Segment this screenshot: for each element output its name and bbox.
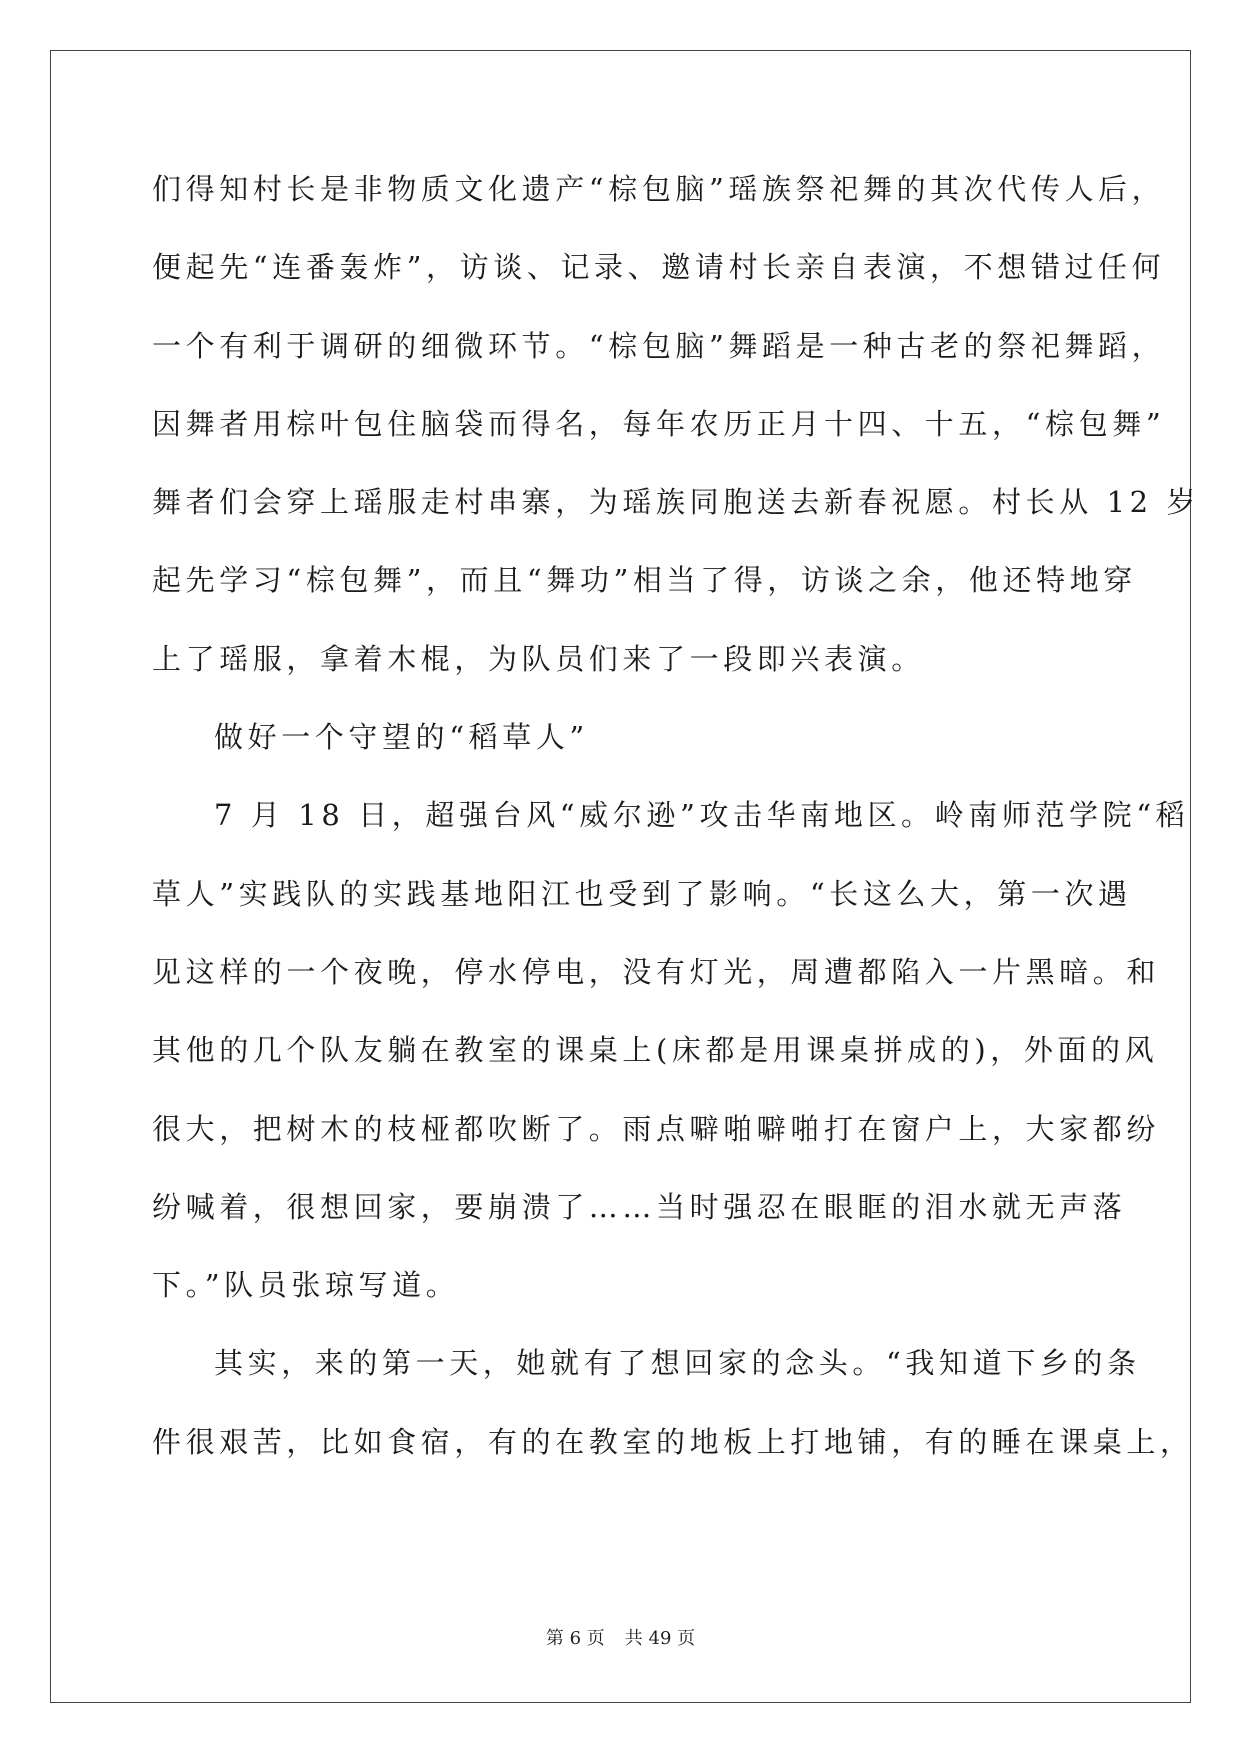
text-line: 一个有利于调研的细微环节。“棕包脑”舞蹈是一种古老的祭祀舞蹈， xyxy=(152,328,1166,363)
text-line: 草人”实践队的实践基地阳江也受到了影响。“长这么大，第一次遇 xyxy=(152,876,1132,911)
text-line: 便起先“连番轰炸”，访谈、记录、邀请村长亲自表演，不想错过任何 xyxy=(152,250,1166,285)
text-line: 其他的几个队友躺在教室的课桌上(床都是用课桌拼成的)，外面的风 xyxy=(152,1033,1159,1068)
section-heading: 做好一个守望的“稻草人” xyxy=(214,720,589,755)
page-footer xyxy=(0,1624,1241,1650)
text-line: 起先学习“棕包舞”，而且“舞功”相当了得，访谈之余，他还特地穿 xyxy=(152,563,1137,598)
page-number: 第 6 页 xyxy=(545,1628,605,1649)
text-line: 7 月 18 日，超强台风“威尔逊”攻击华南地区。岭南师范学院“稻 xyxy=(214,798,1190,833)
text-line: 下。”队员张琼写道。 xyxy=(152,1268,460,1303)
text-line: 件很艰苦，比如食宿，有的在教室的地板上打地铺，有的睡在课桌上， xyxy=(152,1424,1194,1459)
text-line: 因舞者用棕叶包住脑袋而得名，每年农历正月十四、十五，“棕包舞” xyxy=(152,406,1166,441)
text-line: 舞者们会穿上瑶服走村串寨，为瑶族同胞送去新春祝愿。村长从 12 岁 xyxy=(152,485,1201,520)
document-body xyxy=(152,150,1201,1481)
text-line: 纷喊着，很想回家，要崩溃了……当时强忍在眼眶的泪水就无声落 xyxy=(152,1189,1127,1224)
text-line: 很大，把树木的枝桠都吹断了。雨点噼啪噼啪打在窗户上，大家都纷 xyxy=(152,1111,1161,1146)
text-line: 们得知村长是非物质文化遗产“棕包脑”瑶族祭祀舞的其次代传人后， xyxy=(152,172,1166,206)
text-line: 见这样的一个夜晚，停水停电，没有灯光，周遭都陷入一片黑暗。和 xyxy=(152,954,1161,989)
text-line: 上了瑶服，拿着木棍，为队员们来了一段即兴表演。 xyxy=(152,641,925,676)
text-line: 其实，来的第一天，她就有了想回家的念头。“我知道下乡的条 xyxy=(214,1346,1141,1381)
total-pages: 共 49 页 xyxy=(624,1628,696,1649)
